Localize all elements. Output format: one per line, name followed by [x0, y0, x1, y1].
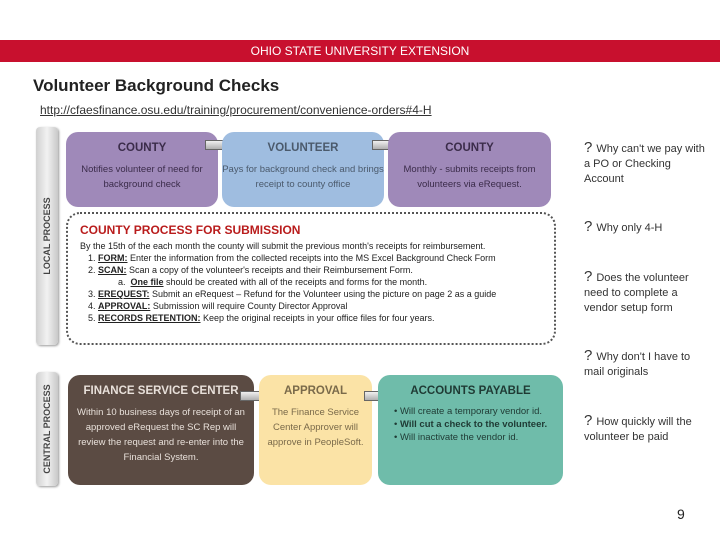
box-title: COUNTY	[445, 142, 494, 154]
county-notify-box	[66, 132, 218, 207]
step: 5. RECORDS RETENTION: Keep the original receipts in your office files for four years.	[98, 312, 544, 324]
finance-service-center-box	[68, 375, 254, 485]
box-title: COUNTY	[117, 142, 167, 154]
step: 2. SCAN: Scan a copy of the volunteer's receipts and their Reimbursement Form. a. One file should be created with all of the receipts and forms for the month.	[98, 264, 544, 288]
local-process-label	[36, 127, 58, 345]
step: 4. APPROVAL: Submission will require County Director Approval	[98, 300, 544, 312]
box-title: VOLUNTEER	[267, 142, 339, 154]
page-title: Volunteer Background Checks	[33, 76, 280, 95]
substep: a. One file should be created with all of the receipts and forms for the month.	[118, 277, 428, 287]
box-text: Monthly - submits receipts from volunteers via eRequest.	[403, 164, 536, 190]
box-text: Notifies volunteer of need for background check	[81, 164, 203, 190]
bullet-list: • Will create a temporary vendor id. • Will cut a check to the volunteer. • Will inactivate the vendor id.	[394, 406, 548, 443]
county-submit-box	[388, 132, 551, 207]
local-process-text: LOCAL PROCESS	[42, 197, 52, 275]
submission-intro: By the 15th of the each month the county will submit the previous month's receipts for reimbursement.	[80, 241, 486, 251]
step: 3. EREQUEST: Submit an eRequest – Refund for the Volunteer using the picture on page 2 as a guide	[98, 288, 544, 300]
volunteer-box	[222, 132, 384, 207]
submission-process-box	[66, 212, 556, 345]
approval-box	[259, 375, 372, 485]
box-title: APPROVAL	[283, 385, 348, 397]
accounts-payable-box	[378, 375, 563, 485]
box-title: ACCOUNTS PAYABLE	[410, 385, 531, 397]
question-1: ? Why can't we pay with a PO or Checking Account	[584, 139, 705, 185]
reference-link[interactable]: http://cfaesfinance.osu.edu/training/procurement/convenience-orders#4-H	[40, 103, 432, 117]
central-process-text: CENTRAL PROCESS	[42, 384, 52, 474]
box-title: FINANCE SERVICE CENTER	[83, 385, 239, 397]
banner: OHIO STATE UNIVERSITY EXTENSION	[0, 40, 720, 62]
box-text: The Finance Service Center Approver will approve in PeopleSoft.	[267, 407, 364, 448]
question-3: ? Does the volunteer need to complete a vendor setup form	[584, 268, 689, 314]
question-5: ? How quickly will the volunteer be paid	[584, 412, 692, 443]
step: 1. FORM: Enter the information from the collected receipts into the MS Excel Background Check Form	[98, 252, 544, 264]
submission-title: COUNTY PROCESS FOR SUBMISSION	[80, 223, 301, 237]
box-text: Pays for background check and brings receipt to county office	[222, 164, 384, 190]
central-process-label	[36, 372, 58, 486]
box-text: Within 10 business days of receipt of an approved eRequest the SC Rep will review the request and re-enter into the Financial System.	[77, 407, 245, 463]
question-4: ? Why don't I have to mail originals	[584, 347, 691, 378]
page-number: 9	[677, 506, 685, 522]
question-2: ? Why only 4-H	[584, 218, 663, 235]
